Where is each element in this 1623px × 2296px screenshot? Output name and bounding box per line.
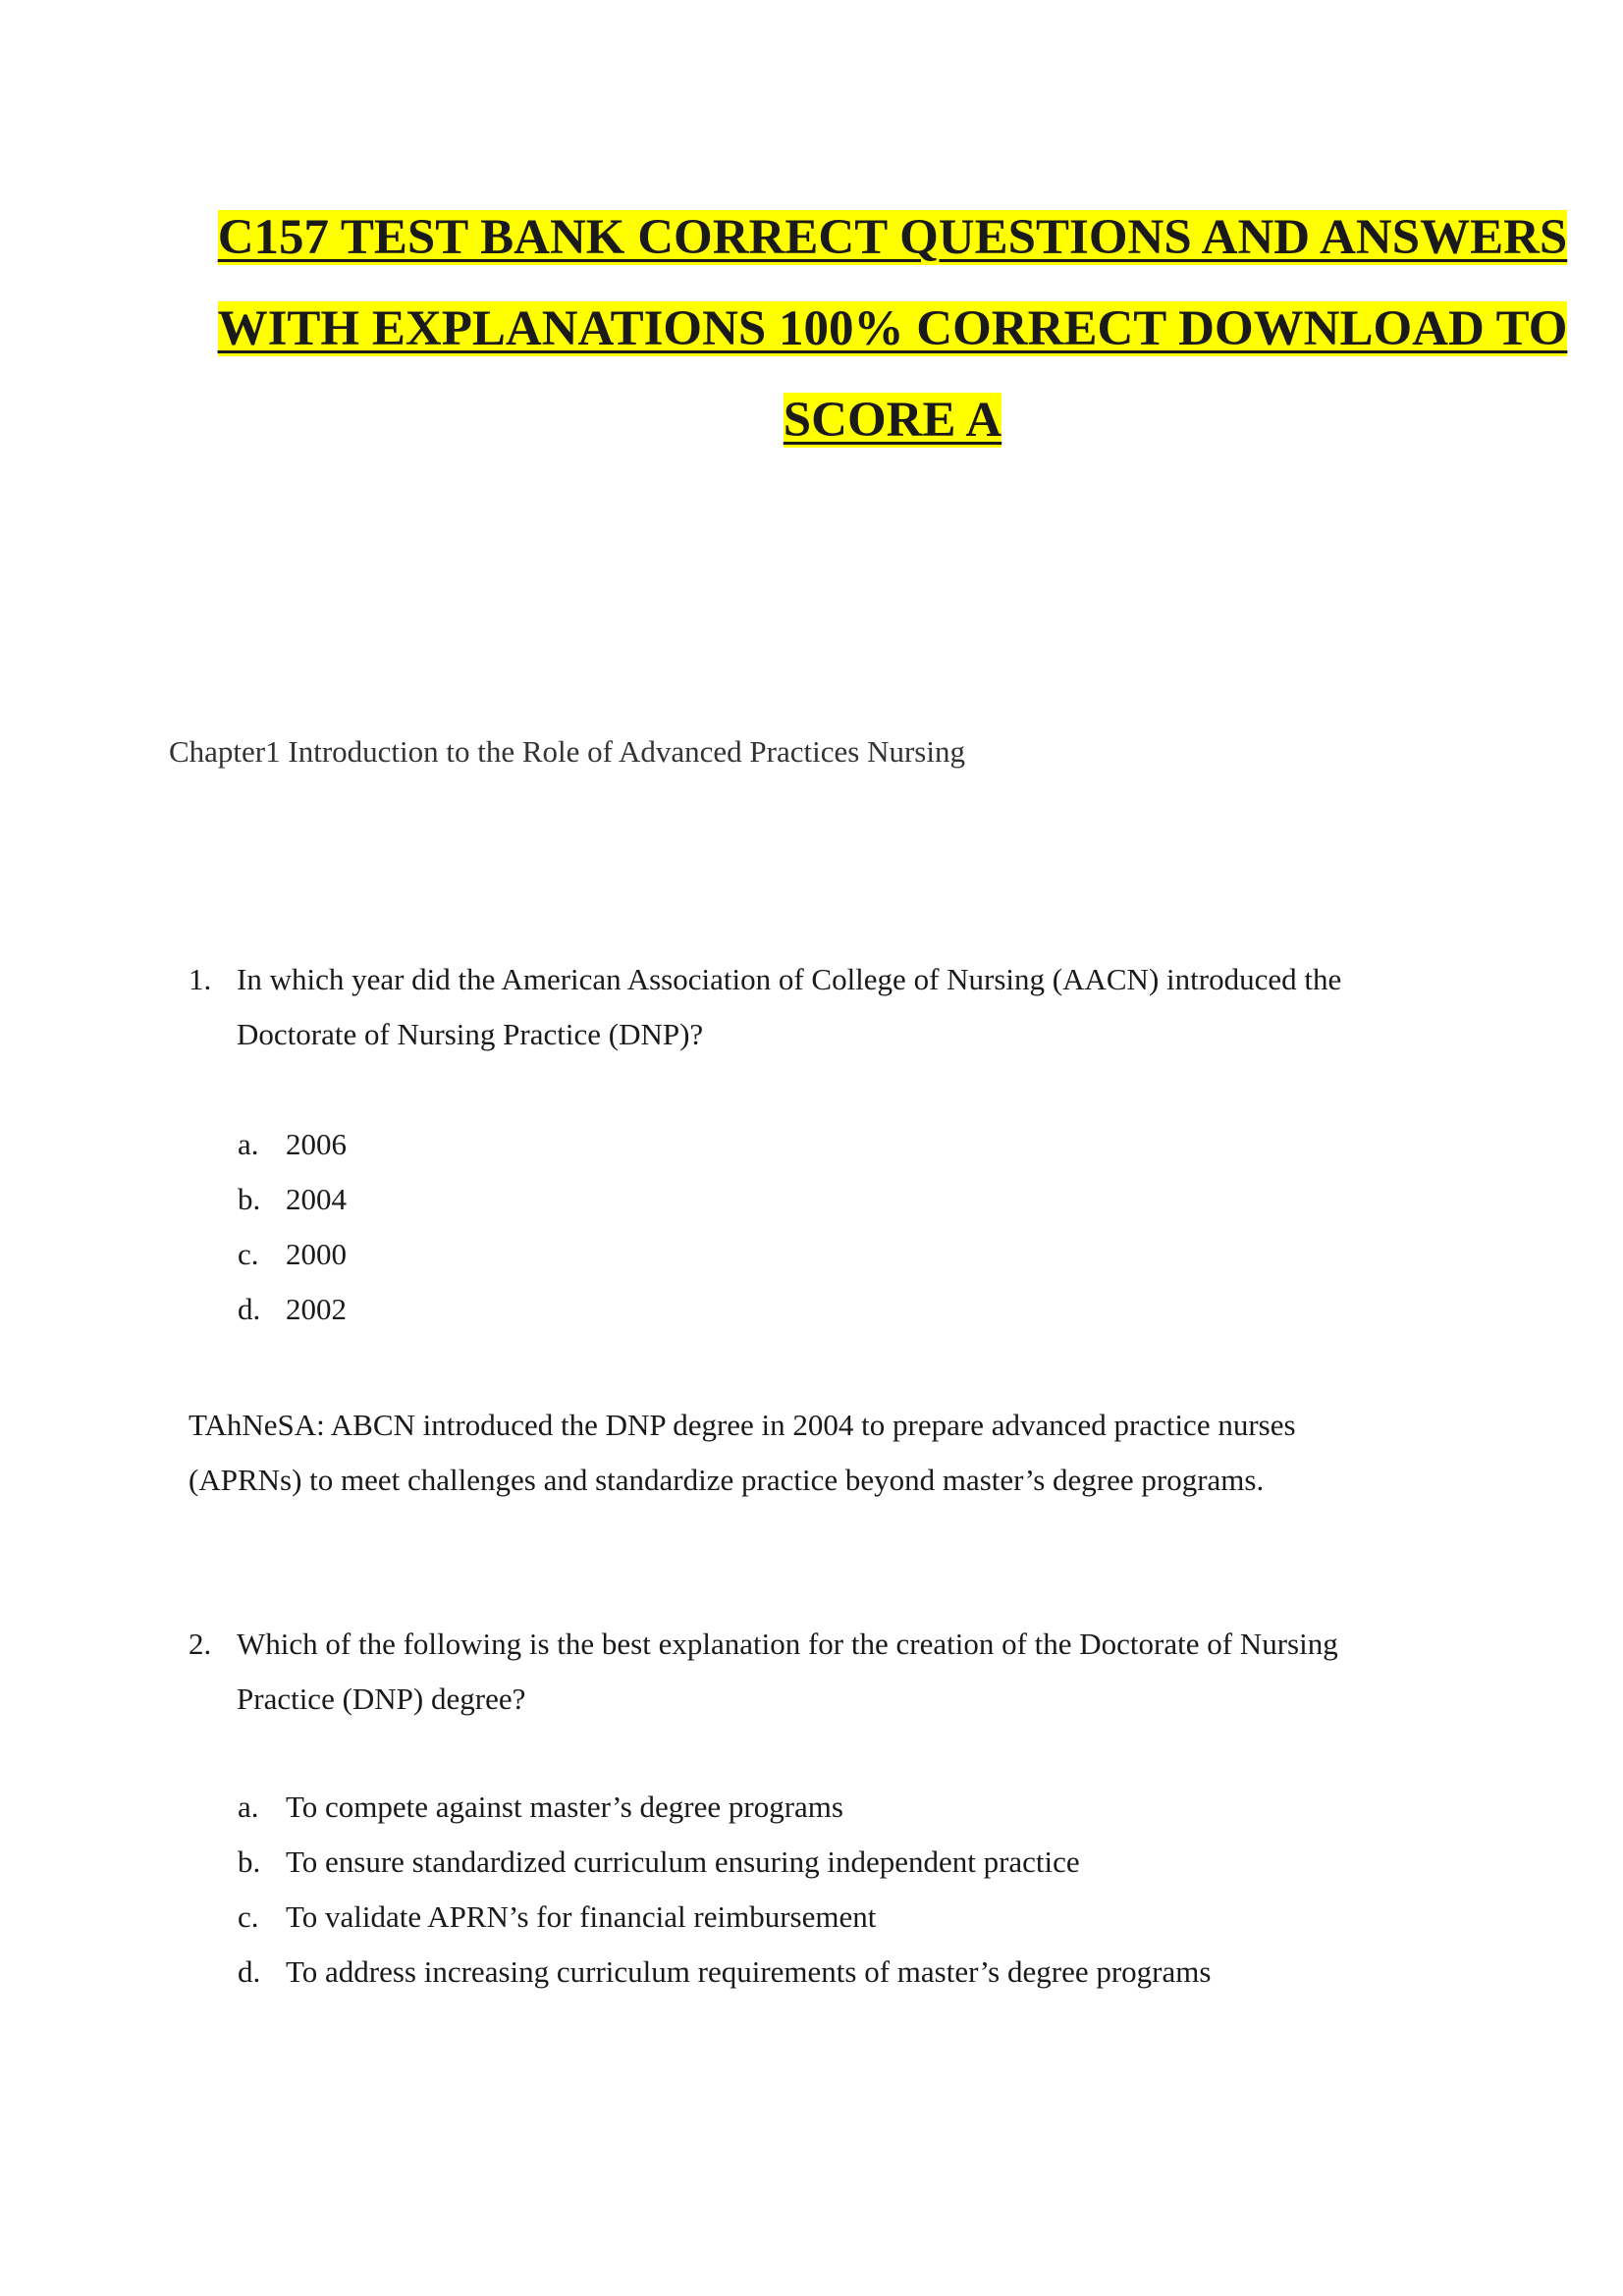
question-number: 1. xyxy=(189,962,212,996)
option-letter: b. xyxy=(238,1182,261,1216)
option-item xyxy=(238,1172,347,1227)
option-letter: b. xyxy=(238,1844,261,1879)
document-title xyxy=(169,192,1616,466)
option-letter: d. xyxy=(238,1292,261,1326)
option-text: 2002 xyxy=(286,1292,347,1326)
option-item xyxy=(238,1117,347,1172)
option-item xyxy=(238,1282,347,1337)
option-item xyxy=(238,1945,1211,2000)
option-text: To address increasing curriculum requirements of master’s degree programs xyxy=(286,1954,1212,1989)
question-1 xyxy=(189,952,1386,1062)
question-number: 2. xyxy=(189,1627,212,1661)
option-text: To compete against master’s degree programs xyxy=(286,1789,843,1824)
option-text: To validate APRN’s for financial reimbursement xyxy=(286,1899,877,1934)
option-item xyxy=(238,1835,1211,1890)
question-1-options xyxy=(238,1117,347,1337)
option-text: 2004 xyxy=(286,1182,347,1216)
option-item xyxy=(238,1890,1211,1945)
option-letter: a. xyxy=(238,1127,259,1161)
title-line-1: C157 TEST BANK CORRECT QUESTIONS AND ANSWERS xyxy=(217,210,1568,265)
answer-explanation: TAhNeSA: ABCN introduced the DNP degree in 2004 to prepare advanced practice nurses (APRNs) to meet challenges and standardize practice beyond master’s degree programs. xyxy=(189,1408,1296,1497)
option-text: 2006 xyxy=(286,1127,347,1161)
option-text: 2000 xyxy=(286,1237,347,1271)
option-text: To ensure standardized curriculum ensuring independent practice xyxy=(286,1844,1080,1879)
question-2 xyxy=(189,1617,1386,1727)
chapter-heading: Chapter1 Introduction to the Role of Advanced Practices Nursing xyxy=(169,734,965,769)
option-item xyxy=(238,1227,347,1282)
title-line-2: WITH EXPLANATIONS 100% CORRECT DOWNLOAD TO xyxy=(217,301,1568,356)
option-item xyxy=(238,1780,1211,1835)
title-line-3: SCORE A xyxy=(783,393,1002,448)
question-text: Which of the following is the best explanation for the creation of the Doctorate of Nursing Practice (DNP) degree? xyxy=(237,1627,1338,1716)
question-text: In which year did the American Association of College of Nursing (AACN) introduced the Doctorate of Nursing Practice (DNP)? xyxy=(237,962,1342,1051)
option-letter: a. xyxy=(238,1789,259,1824)
option-letter: c. xyxy=(238,1237,259,1271)
question-2-options xyxy=(238,1780,1211,2000)
option-letter: d. xyxy=(238,1954,261,1989)
option-letter: c. xyxy=(238,1899,259,1934)
